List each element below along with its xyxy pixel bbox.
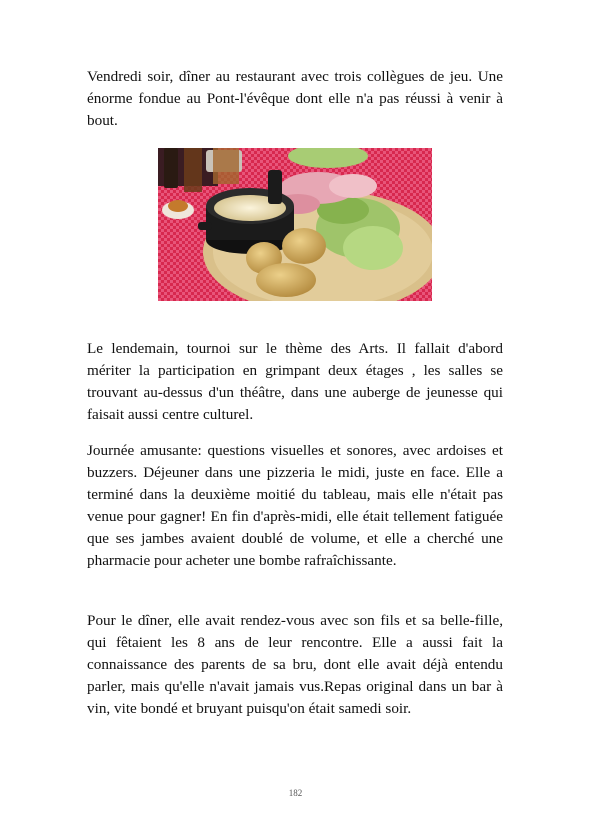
page-number: 182 xyxy=(288,788,303,798)
paragraph-fun-day: Journée amusante: questions visuelles et sonores, avec ardoises et buzzers. Déjeuner dans une pizzeria le midi, juste en face. Elle a terminé dans la deuxième moitié du tableau, mais elle n'était pas venue pour gagner! En fin d'après-midi, elle était tellement fatiguée que ses jambes avaient doublé de volume, et elle a cherché une pharmacie pour acheter une bombe rafraîchissante. xyxy=(87,442,503,569)
paragraph-tournament: Le lendemain, tournoi sur le thème des Arts. Il fallait d'abord mériter la participation en grimpant deux étages , les salles se trouvant au-dessus d'un théâtre, dans une auberge de jeunesse qui faisait aussi centre culturel. xyxy=(87,340,503,423)
paragraph-dinner-with-son: Pour le dîner, elle avait rendez-vous avec son fils et sa belle-fille, qui fêtaient les 8 ans de leur rencontre. Elle a aussi fait la connaissance des parents de sa bru, dont elle avait déjà entendu parler, mais qu'elle n'avait jamais vus.Repas original dans un bar à vin, vite bondé et bruyant puisqu'on était samedi soir. xyxy=(87,612,503,717)
paragraph-friday-dinner: Vendredi soir, dîner au restaurant avec trois collègues de jeu. Une énorme fondue au Pont-l'évêque dont elle n'a pas réussi à venir à bout. xyxy=(87,68,503,129)
fondue-photo xyxy=(158,148,432,301)
